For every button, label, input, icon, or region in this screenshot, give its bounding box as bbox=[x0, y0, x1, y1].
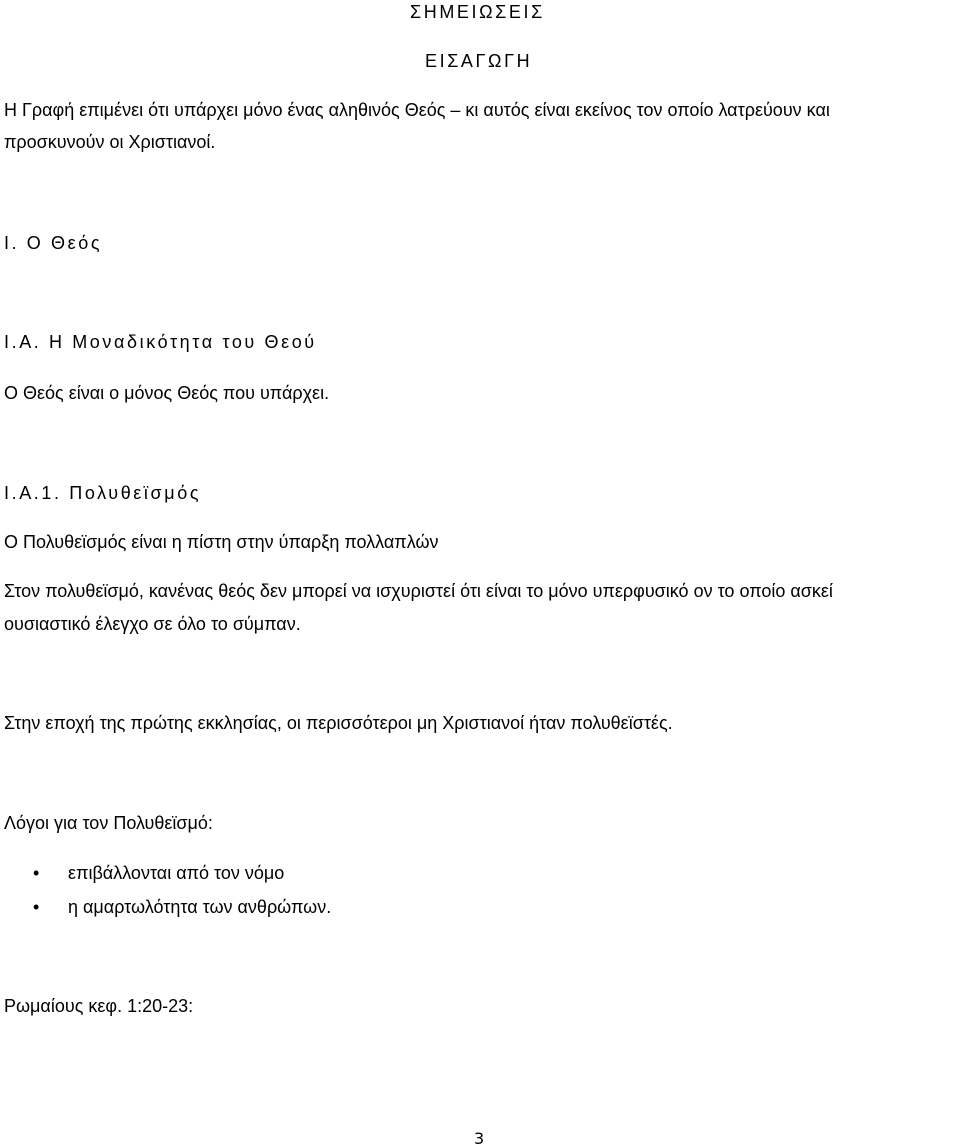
heading-god: Ι. Ο Θεός bbox=[4, 233, 103, 253]
heading-uniqueness: Ι.Α. Η Μοναδικότητα του Θεού bbox=[4, 332, 317, 352]
bullet-icon: • bbox=[33, 897, 40, 917]
paragraph-polytheism-definition: Ο Πολυθεϊσμός είναι η πίστη στην ύπαρξη πολλαπλών bbox=[4, 532, 439, 552]
scripture-reference: Ρωμαίους κεφ. 1:20-23: bbox=[4, 996, 194, 1016]
page-number: 3 bbox=[474, 1129, 485, 1148]
paragraph-early-church: Στην εποχή της πρώτης εκκλησίας, οι περισσότεροι μη Χριστιανοί ήταν πολυθεϊστές. bbox=[4, 713, 673, 733]
paragraph-polytheism-line-1: Στον πολυθεϊσμό, κανένας θεός δεν μπορεί να ισχυριστεί ότι είναι το μόνο υπερφυσικό ον το οποίο ασκεί bbox=[4, 581, 833, 601]
paragraph-only-god: Ο Θεός είναι ο μόνος Θεός που υπάρχει. bbox=[4, 383, 330, 403]
list-item-text: επιβάλλονται από τον νόμο bbox=[68, 863, 285, 883]
list-item-text: η αμαρτωλότητα των ανθρώπων. bbox=[68, 897, 332, 917]
document-title: ΣΗΜΕΙΩΣΕΙΣ bbox=[410, 2, 545, 22]
reasons-label: Λόγοι για τον Πολυθεϊσμό: bbox=[4, 813, 213, 833]
intro-paragraph-line-1: Η Γραφή επιμένει ότι υπάρχει μόνο ένας αληθινός Θεός – κι αυτός είναι εκείνος τον οποίο λατρεύουν και bbox=[4, 100, 830, 120]
section-title: ΕΙΣΑΓΩΓΗ bbox=[425, 51, 533, 71]
intro-paragraph-line-2: προσκυνούν οι Χριστιανοί. bbox=[4, 132, 216, 152]
heading-polytheism: Ι.Α.1. Πολυθεϊσμός bbox=[4, 483, 202, 503]
paragraph-polytheism-line-2: ουσιαστικό έλεγχο σε όλο το σύμπαν. bbox=[4, 614, 301, 634]
bullet-icon: • bbox=[33, 863, 40, 883]
